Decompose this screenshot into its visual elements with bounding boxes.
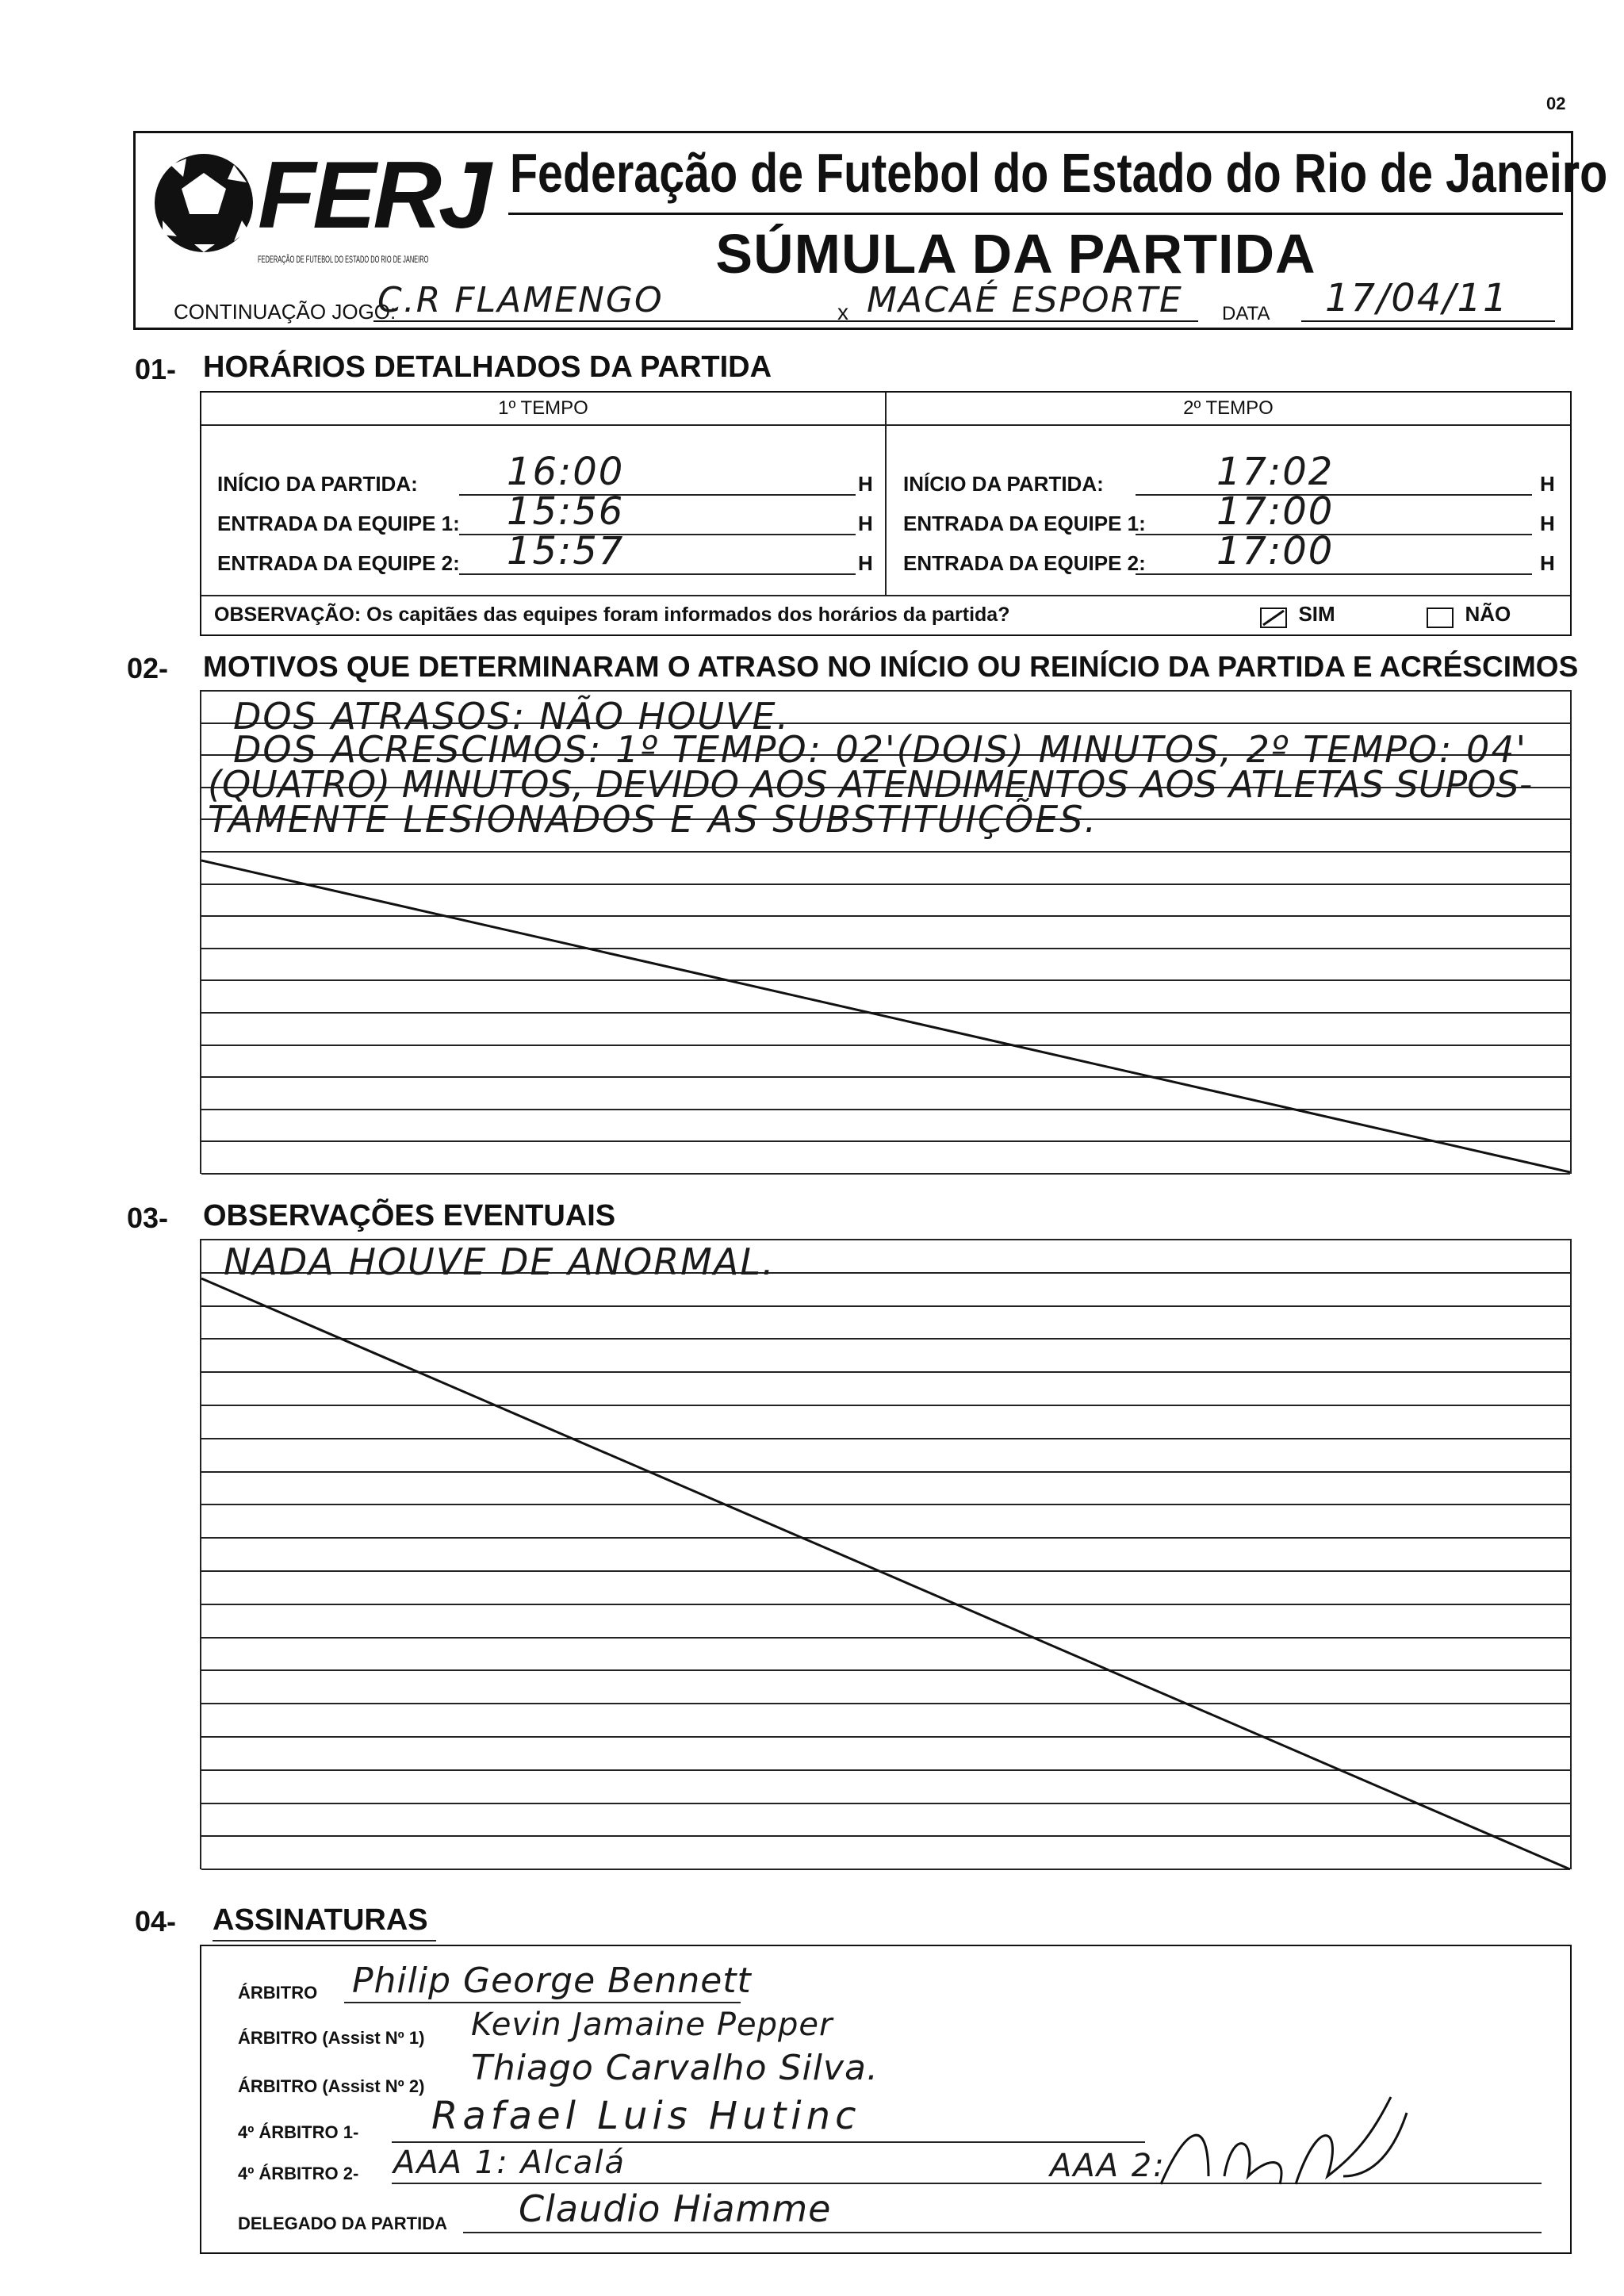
handwritten-line: TAMENTE LESIONADOS E AS SUBSTITUIÇÕES. [208, 798, 1098, 841]
team1-name: C.R FLAMENGO [377, 280, 664, 320]
document-header [133, 131, 1608, 330]
section3-number: 03- [127, 1202, 169, 1234]
handwritten-line: DOS ACRESCIMOS: 1º TEMPO: 02'(DOIS) MINUTOS, 2º TEMPO: 04' [233, 728, 1528, 771]
assistant2-signature: Thiago Carvalho Silva. [471, 2048, 879, 2088]
section1-number: 01- [135, 353, 177, 385]
assistant1-signature: Kevin Jamaine Pepper [471, 2007, 833, 2043]
second-half-heading: 2º TEMPO [1183, 397, 1274, 419]
match-date: 17/04/11 [1325, 276, 1509, 320]
table-divider [885, 393, 887, 595]
continuation-label: CONTINUAÇÃO JOGO: [174, 300, 396, 324]
section3-title: OBSERVAÇÕES EVENTUAIS [203, 1199, 616, 1232]
fourth-official2-signature: AAA 1: Alcalá [393, 2145, 626, 2181]
fourth-official2-label: 4º ÁRBITRO 2- [238, 2164, 359, 2183]
unit-label: H [1540, 551, 1555, 575]
handwritten-line: DOS ATRASOS: NÃO HOUVE. [233, 695, 791, 738]
aaa2-signature-scribble [1153, 2081, 1415, 2200]
unit-label: H [858, 512, 873, 535]
table-header-line [201, 424, 1570, 426]
signature-line [463, 2232, 1542, 2233]
fill-line [1136, 573, 1532, 575]
handwritten-line: NADA HOUVE DE ANORMAL. [224, 1240, 776, 1283]
team2-name: MACAÉ ESPORTE [867, 280, 1183, 320]
section4-title: ASSINATURAS [213, 1903, 428, 1937]
date-label: DATA [1222, 303, 1270, 324]
logo-wordmark: FERJ [258, 142, 488, 248]
match-delegate-label: DELEGADO DA PARTIDA [238, 2214, 447, 2233]
unit-label: H [858, 472, 873, 496]
signature-line [344, 2002, 741, 2003]
section2-number: 02- [127, 652, 169, 684]
divider [508, 213, 1563, 215]
check-mark-icon [1262, 609, 1285, 627]
first-half-team2-time: 15:57 [507, 529, 625, 573]
signatures-box [200, 1945, 1572, 2254]
versus-label: x [837, 300, 848, 324]
first-half-start-label: INÍCIO DA PARTIDA: [217, 472, 418, 496]
first-half-team2-label: ENTRADA DA EQUIPE 2: [217, 551, 460, 575]
no-label: NÃO [1465, 602, 1511, 626]
second-half-team2-label: ENTRADA DA EQUIPE 2: [903, 551, 1146, 575]
signature-line [392, 2141, 1145, 2143]
section4-number: 04- [135, 1905, 177, 1938]
aaa2-label: AAA 2: [1050, 2148, 1166, 2184]
yes-option[interactable] [1260, 602, 1335, 628]
no-option[interactable] [1427, 602, 1511, 628]
strike-through-line [201, 1239, 1570, 1869]
schedule-table [200, 391, 1572, 636]
assistant1-label: ÁRBITRO (Assist Nº 1) [238, 2028, 425, 2048]
second-half-team1-label: ENTRADA DA EQUIPE 1: [903, 512, 1146, 535]
first-half-team1-label: ENTRADA DA EQUIPE 1: [217, 512, 460, 535]
match-delegate-signature: Claudio Hiamme [519, 2187, 832, 2230]
page-number: 02 [1546, 94, 1566, 113]
section2-title: MOTIVOS QUE DETERMINARAM O ATRASO NO INÍCIO OU REINÍCIO DA PARTIDA E ACRÉSCIMOS [203, 650, 1579, 683]
fourth-official1-signature: Rafael Luis Hutinc [431, 2094, 861, 2138]
document-title: SÚMULA DA PARTIDA [715, 223, 1316, 285]
logo-subtext: FEDERAÇÃO DE FUTEBOL DO ESTADO DO RIO DE JANEIRO [258, 254, 429, 265]
first-half-team1-time: 15:56 [507, 489, 625, 534]
table-footer-line [201, 595, 1570, 596]
delay-reasons-box [200, 690, 1572, 1174]
handwritten-line: (QUATRO) MINUTOS, DEVIDO AOS ATENDIMENTOS AOS ATLETAS SUPOS- [208, 763, 1533, 806]
referee-signature: Philip George Bennett [352, 1961, 752, 2001]
captains-informed-question: OBSERVAÇÃO: Os capitães das equipes foram informados dos horários da partida? [214, 604, 1010, 626]
second-half-start-time: 17:02 [1216, 450, 1335, 494]
fill-line [459, 573, 856, 575]
eventual-observations-box [200, 1239, 1572, 1869]
ferj-logo [139, 141, 511, 284]
title-underline [213, 1940, 436, 1941]
federation-name: Federação de Futebol do Estado do Rio de Janeiro [510, 142, 1608, 204]
yes-label: SIM [1298, 602, 1335, 626]
first-half-start-time: 16:00 [507, 450, 625, 494]
section1-title: HORÁRIOS DETALHADOS DA PARTIDA [203, 351, 772, 384]
no-checkbox[interactable] [1427, 608, 1454, 628]
fourth-official1-label: 4º ÁRBITRO 1- [238, 2122, 359, 2142]
second-half-start-label: INÍCIO DA PARTIDA: [903, 472, 1104, 496]
unit-label: H [1540, 512, 1555, 535]
match-line [373, 320, 1198, 322]
assistant2-label: ÁRBITRO (Assist Nº 2) [238, 2076, 425, 2096]
referee-label: ÁRBITRO [238, 1983, 318, 2003]
second-half-team2-time: 17:00 [1216, 529, 1335, 573]
yes-checkbox[interactable] [1260, 608, 1287, 628]
first-half-heading: 1º TEMPO [498, 397, 588, 419]
unit-label: H [858, 551, 873, 575]
unit-label: H [1540, 472, 1555, 496]
second-half-team1-time: 17:00 [1216, 489, 1335, 534]
date-line [1301, 320, 1555, 322]
